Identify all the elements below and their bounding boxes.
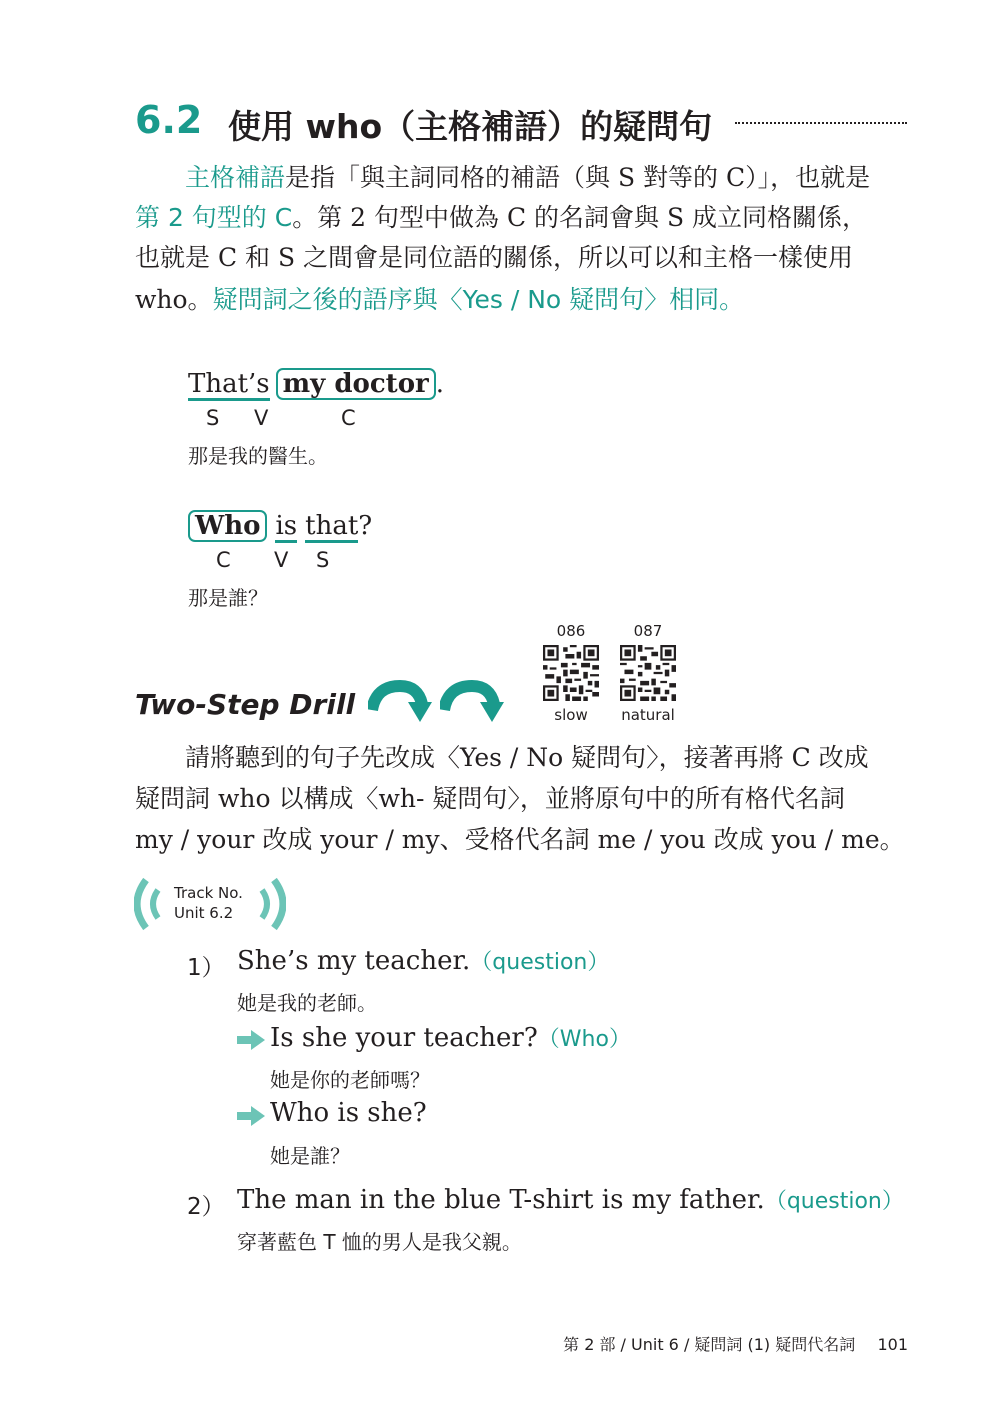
qr-label-natural: natural xyxy=(621,706,675,724)
drill-instruction-line-3: my / your 改成 your / my、受格代名詞 me / you 改成 you / me。 xyxy=(135,825,905,854)
drill-instruction-text-1: 請將聽到的句子先改成〈Yes / No 疑問句〉，接著再將 C 改成 xyxy=(185,743,869,772)
answer-sentence-text: Who is she? xyxy=(270,1098,427,1128)
qr-track-number-slow: 086 xyxy=(556,622,586,640)
intro-highlight-2: 第 2 句型的 C xyxy=(135,203,293,232)
example-translation-2: 那是誰？ xyxy=(188,586,268,610)
intro-line-3: 也就是 C 和 S 之間會是同位語的關係，所以可以和主格一樣使用 xyxy=(135,243,854,272)
item-number: 1） xyxy=(187,955,225,981)
item-tag: （question） xyxy=(470,950,610,975)
intro-text-1: 是指「與主詞同格的補語（與 S 對等的 C）」，也就是 xyxy=(285,163,871,192)
label-c: C xyxy=(341,406,356,430)
complement-box: my doctor xyxy=(276,368,436,400)
page-number: 101 xyxy=(877,1335,908,1354)
example-translation-1: 那是我的醫生。 xyxy=(188,444,328,468)
drill-instruction-line-1 xyxy=(135,738,910,778)
complement-box: Who xyxy=(188,510,267,542)
label-c: C xyxy=(216,548,231,572)
curved-arrow-icon xyxy=(440,680,506,726)
answer-tag: （Who） xyxy=(537,1027,631,1052)
track-label-line-2: Unit 6.2 xyxy=(174,904,234,922)
item-number: 2） xyxy=(187,1194,225,1220)
item-tag: （question） xyxy=(764,1189,904,1214)
label-v: V xyxy=(254,406,269,430)
answer-translation: 她是你的老師嗎？ xyxy=(270,1068,430,1092)
heading-dotted-leader xyxy=(735,122,907,124)
example-sentence-2 xyxy=(188,510,372,543)
verb-word: ’s xyxy=(248,369,270,399)
item-sentence xyxy=(237,945,609,976)
right-arrow-icon xyxy=(237,1030,265,1050)
intro-highlight-1: 主格補語 xyxy=(185,163,286,192)
curved-arrow-icon xyxy=(368,680,434,726)
intro-highlight-4: 疑問詞之後的語序與〈Yes / No 疑問句〉相同。 xyxy=(212,285,745,314)
footer-text: 第 2 部 / Unit 6 / 疑問詞 (1) 疑問代名詞 xyxy=(563,1335,856,1354)
answer-sentence-text: Is she your teacher? xyxy=(270,1023,538,1053)
drill-title: Two-Step Drill xyxy=(135,688,356,721)
label-v: V xyxy=(274,548,289,572)
track-label-line-1: Track No. xyxy=(174,884,243,902)
intro-text-2: 。第 2 句型中做為 C 的名詞會與 S 成立同格關係， xyxy=(292,203,868,232)
right-arrow-icon xyxy=(237,1106,265,1126)
label-s: S xyxy=(206,406,220,430)
sentence-end: . xyxy=(435,369,444,399)
answer-translation: 她是誰？ xyxy=(270,1144,350,1168)
item-translation: 她是我的老師。 xyxy=(237,991,377,1015)
intro-line-4 xyxy=(135,280,910,320)
item-sentence xyxy=(237,1184,904,1215)
item-translation: 穿著藍色 T 恤的男人是我父親。 xyxy=(237,1230,522,1254)
intro-text-4: who。 xyxy=(135,285,213,314)
answer-sentence xyxy=(270,1022,631,1053)
item-sentence-text: She’s my teacher. xyxy=(237,946,471,976)
subject-word: That xyxy=(188,369,249,399)
intro-line-2 xyxy=(135,198,910,238)
qr-code-icon[interactable] xyxy=(543,645,599,701)
example-sentence-1 xyxy=(188,368,444,401)
qr-code-icon[interactable] xyxy=(620,645,676,701)
section-title: 使用 who（主格補語）的疑問句 xyxy=(228,107,713,146)
page-footer xyxy=(563,1332,908,1355)
qr-label-slow: slow xyxy=(554,706,588,724)
subject-word: that xyxy=(305,511,359,541)
section-number: 6.2 xyxy=(135,98,203,142)
answer-sentence xyxy=(270,1098,427,1128)
label-s: S xyxy=(316,548,330,572)
sentence-end: ? xyxy=(358,511,373,541)
item-sentence-text: The man in the blue T-shirt is my father. xyxy=(237,1185,765,1215)
verb-word: is xyxy=(275,511,298,541)
drill-instruction-line-2: 疑問詞 who 以構成〈wh- 疑問句〉，並將原句中的所有格代名詞 xyxy=(135,784,845,813)
qr-track-number-natural: 087 xyxy=(633,622,663,640)
intro-line-1 xyxy=(135,158,910,198)
